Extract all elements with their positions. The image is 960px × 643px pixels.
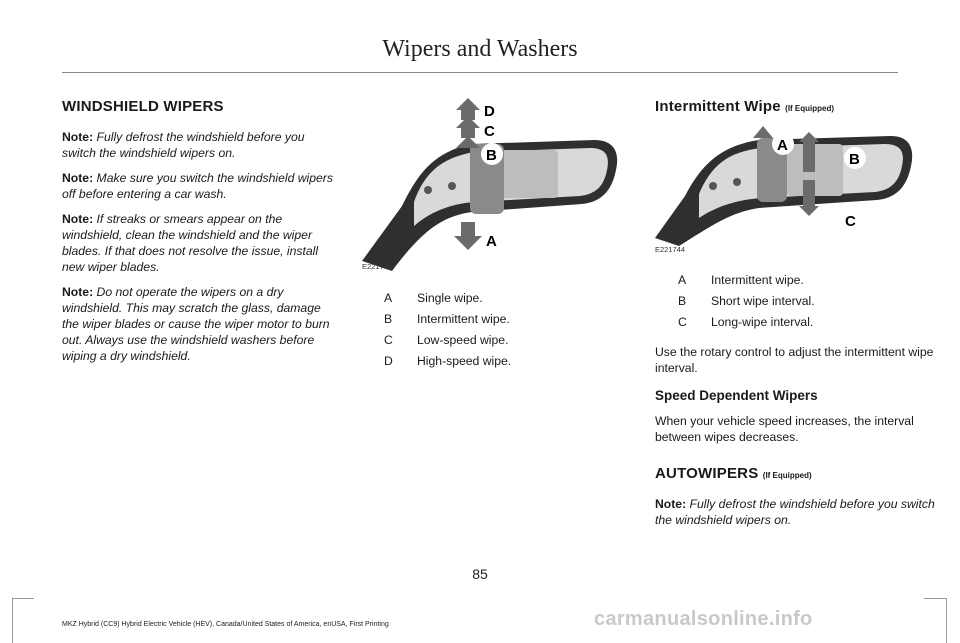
- legend-row: C Long-wipe interval.: [678, 314, 814, 329]
- body-paragraph: When your vehicle speed increases, the interval between wipes decreases.: [655, 414, 914, 444]
- stalk-rotary: [496, 150, 558, 198]
- body-paragraph: Use the rotary control to adjust the intermittent wipe interval.: [655, 345, 934, 375]
- callout-c: C: [484, 123, 495, 140]
- figure-code: E221744: [655, 245, 686, 254]
- crop-mark: [12, 598, 34, 599]
- document-info: MKZ Hybrid (CC9) Hybrid Electric Vehicle (HEV), Canada/United States of America, enUSA, First Printing: [62, 621, 389, 628]
- section-heading: Intermittent Wipe (If Equipped): [655, 98, 835, 115]
- figure1-legend: [384, 287, 511, 371]
- crop-mark: [946, 598, 947, 643]
- callout-b: B: [486, 147, 497, 164]
- page-header-title: Wipers and Washers: [382, 36, 578, 62]
- note-paragraph: Note: If streaks or smears appear on the windshield, clean the windshield and the wiper blades. If that does not resolve the issue, install new wiper blades.: [62, 212, 319, 274]
- legend-row: A Single wipe.: [384, 290, 483, 305]
- figure2-legend: [678, 269, 815, 332]
- note-paragraph: Note: Fully defrost the windshield before you switch the windshield wipers on.: [62, 130, 305, 160]
- autowipers-heading: AUTOWIPERS (If Equipped): [655, 465, 812, 482]
- header-divider: [62, 72, 898, 73]
- callout-a: A: [777, 137, 788, 154]
- arrow-up-icon: [803, 142, 815, 172]
- arrow-down-icon: [803, 180, 815, 206]
- arrow-down-icon: [799, 206, 819, 216]
- crop-mark: [12, 598, 13, 643]
- legend-row: B Short wipe interval.: [678, 293, 815, 308]
- sub-heading: Speed Dependent Wipers: [655, 388, 818, 403]
- callout-b: B: [849, 151, 860, 168]
- right-body-text: [655, 344, 935, 537]
- arrow-up-icon: [456, 136, 480, 148]
- note-paragraph: Note: Do not operate the wipers on a dry windshield. This may scratch the glass, damage the wiper blades or cause the wiper motor to burn out. Always use the windshield washers before wiping a dry windshield.: [62, 285, 330, 363]
- arrow-down-icon: [461, 222, 475, 236]
- arrow-up-icon: [799, 132, 819, 142]
- arrow-up-icon: [753, 126, 773, 138]
- washer-symbol-icon: [448, 182, 456, 190]
- note-paragraph: Note: Make sure you switch the windshield wipers off before entering a car wash.: [62, 171, 333, 201]
- legend-row: A Intermittent wipe.: [678, 272, 804, 287]
- washer-symbol-icon: [733, 178, 741, 186]
- wiper-stalk-illustration-2: [655, 122, 917, 248]
- watermark: carmanualsonline.info: [594, 608, 813, 630]
- wiper-symbol-icon: [424, 186, 432, 194]
- arrow-down-icon: [454, 236, 482, 250]
- callout-a: A: [486, 233, 497, 250]
- section-heading: WINDSHIELD WIPERS: [62, 98, 224, 115]
- arrow-up-icon: [456, 98, 480, 110]
- page-number: 85: [472, 566, 488, 582]
- arrow-up-icon: [456, 116, 480, 128]
- callout-c: C: [845, 213, 856, 230]
- note-paragraph: Note: Fully defrost the windshield before you switch the windshield wipers on.: [655, 497, 935, 527]
- callout-d: D: [484, 103, 495, 120]
- windshield-wipers-section: [62, 98, 340, 373]
- legend-row: B Intermittent wipe.: [384, 311, 510, 326]
- wiper-symbol-icon: [709, 182, 717, 190]
- legend-row: C Low-speed wipe.: [384, 332, 509, 347]
- legend-row: D High-speed wipe.: [384, 353, 512, 368]
- figure-code: E221743: [362, 262, 393, 271]
- crop-mark: [924, 598, 946, 599]
- wiper-stalk-illustration-1: [362, 96, 624, 276]
